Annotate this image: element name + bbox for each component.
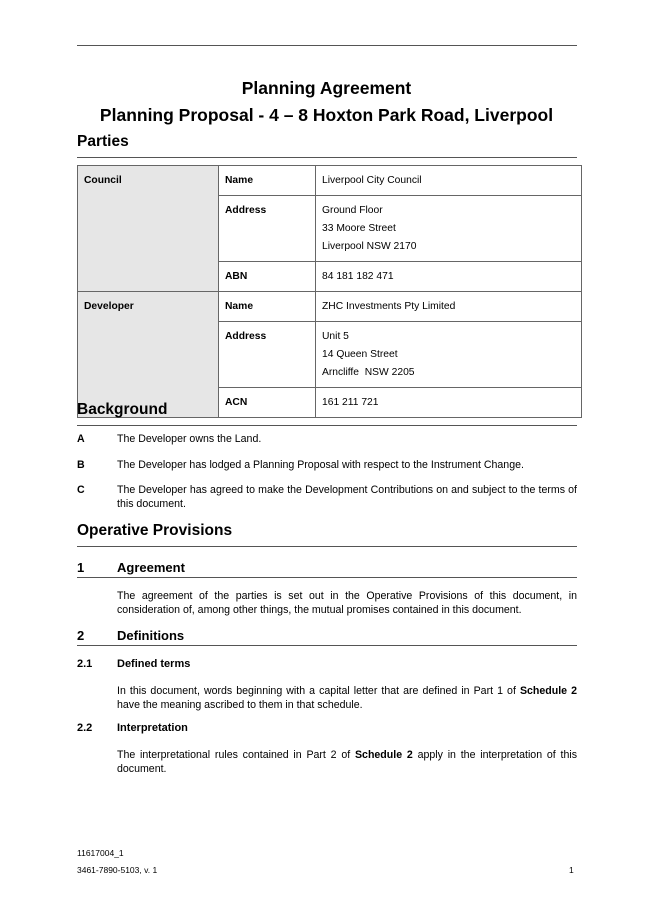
council-address-line: 33 Moore Street (322, 223, 396, 234)
footer-reference: 3461-7890-5103, v. 1 (77, 865, 158, 875)
document-subtitle: Planning Proposal - 4 – 8 Hoxton Park Road, Liverpool (99, 105, 554, 125)
recital-letter: C (77, 484, 85, 496)
parties-heading: Parties (77, 133, 129, 150)
recital-text: The Developer has agreed to make the Development Contributions on and subject to the terms of this document. (117, 484, 577, 510)
clause-2-1-text-pre: In this document, words beginning with a capital letter that are defined in Part 1 of (117, 685, 520, 697)
clause-1-text: The agreement of the parties is set out in the Operative Provisions of this document, in consideration of, among other things, the mutual promises contained in this document. (117, 590, 577, 616)
council-name-label: Name (219, 166, 316, 196)
council-address-value (316, 196, 582, 262)
table-row (78, 292, 582, 322)
clause-2-number: 2 (77, 628, 85, 643)
developer-address-line: Unit 5 (322, 331, 349, 342)
background-heading: Background (77, 401, 168, 418)
recital-text: The Developer has lodged a Planning Proposal with respect to the Instrument Change. (117, 459, 524, 471)
clause-2-2-text-pre: The interpretational rules contained in Part 2 of (117, 749, 355, 761)
recital-letter: B (77, 459, 85, 471)
background-heading-rule (77, 425, 577, 426)
schedule-2-reference: Schedule 2 (519, 685, 577, 697)
clause-1-number: 1 (77, 560, 85, 575)
clause-1-title: Agreement (117, 560, 185, 575)
party-developer-label: Developer (78, 292, 219, 418)
clause-2-title: Definitions (117, 628, 185, 643)
clause-2-2-title: Interpretation (117, 722, 188, 734)
recital-text: The Developer owns the Land. (117, 433, 262, 445)
clause-2-1-number: 2.1 (77, 658, 93, 670)
council-address-label: Address (219, 196, 316, 262)
developer-address-line: Arncliffe NSW 2205 (322, 367, 415, 378)
council-address-line: Ground Floor (322, 205, 383, 216)
developer-name-label: Name (219, 292, 316, 322)
party-council-label: Council (78, 166, 219, 292)
parties-table (77, 165, 582, 418)
developer-acn-label: ACN (219, 388, 316, 418)
clause-2-rule (77, 645, 577, 646)
clause-2-2-text (117, 748, 577, 776)
developer-address-label: Address (219, 322, 316, 388)
clause-2-2-text-post: apply in the interpretation of this document. (117, 749, 577, 775)
clause-2-1-title: Defined terms (117, 658, 191, 670)
table-row (78, 166, 582, 196)
clause-1-rule (77, 577, 577, 578)
developer-address-line: 14 Queen Street (322, 349, 398, 360)
clause-2-2-number: 2.2 (77, 722, 93, 734)
council-address-line: Liverpool NSW 2170 (322, 241, 417, 252)
recital-letter: A (77, 433, 85, 445)
developer-address-value (316, 322, 582, 388)
clause-2-1-text-post: have the meaning ascribed to them in that schedule. (117, 699, 363, 711)
parties-heading-rule (77, 157, 577, 158)
footer-page-number: 1 (569, 865, 574, 875)
operative-heading: Operative Provisions (77, 522, 233, 539)
council-name-value: Liverpool City Council (316, 166, 582, 196)
council-abn-value: 84 181 182 471 (316, 262, 582, 292)
schedule-2-reference: Schedule 2 (354, 749, 413, 761)
top-rule (77, 45, 577, 46)
document-title: Planning Agreement (241, 78, 412, 98)
developer-name-value: ZHC Investments Pty Limited (316, 292, 582, 322)
operative-heading-rule (77, 546, 577, 547)
footer-doc-id: 11617004_1 (77, 848, 124, 858)
developer-acn-value: 161 211 721 (316, 388, 582, 418)
clause-2-1-text (117, 684, 577, 712)
council-abn-label: ABN (219, 262, 316, 292)
